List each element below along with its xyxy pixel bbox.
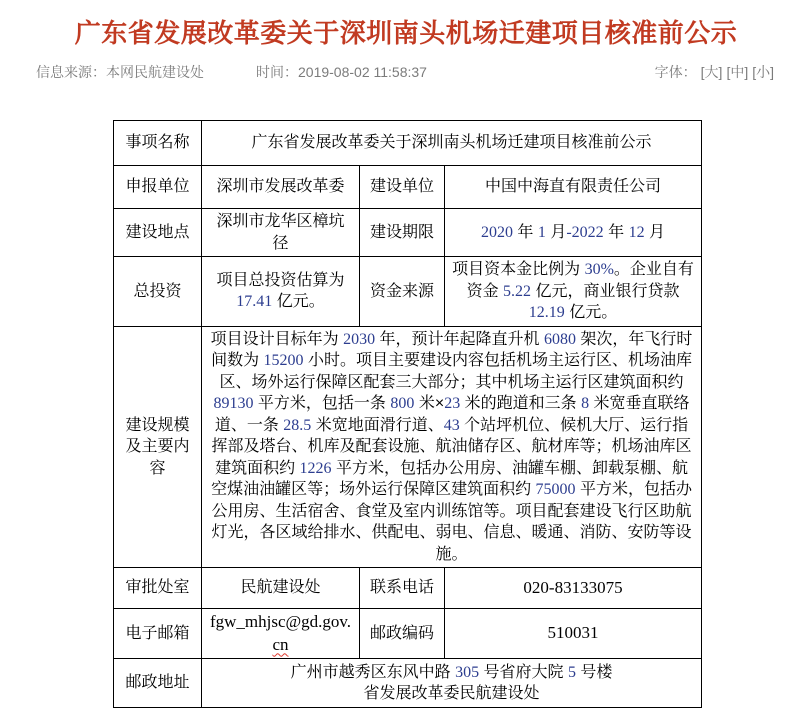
publish-time-label: 时间：2019-08-02 11:58:37 bbox=[256, 64, 427, 80]
table-row-address bbox=[114, 659, 702, 708]
meta-bar bbox=[0, 62, 812, 82]
cell-scale-label: 建设规模及主要内容 bbox=[114, 326, 202, 568]
cell-phone-value bbox=[445, 568, 702, 609]
font-size-label: 字体： bbox=[654, 64, 697, 80]
cell-approval-office-value: 民航建设处 bbox=[202, 568, 360, 609]
cell-funding-value: 项目资本金比例为 30%。企业自有资金 5.22 亿元，商业银行贷款 12.19 亿元。 bbox=[445, 257, 702, 327]
cell-postcode-label: 邮政编码 bbox=[360, 609, 445, 659]
cell-project-name-label: 事项名称 bbox=[114, 121, 202, 166]
table-row-project-name bbox=[114, 121, 702, 166]
address-line-1: 广州市越秀区东风中路 305 号省府大院 5 号楼 bbox=[290, 663, 613, 681]
table-row-approval-office bbox=[114, 568, 702, 609]
info-source-label: 信息来源：本网民航建设处 bbox=[36, 64, 204, 80]
cell-location-value: 深圳市龙华区樟坑径 bbox=[202, 209, 360, 257]
cell-approval-office-label: 审批处室 bbox=[114, 568, 202, 609]
cell-builder-label: 建设单位 bbox=[360, 166, 445, 209]
cell-address-value bbox=[202, 659, 702, 708]
cell-email-value: fgw_mhjsc@gd.gov.cn bbox=[202, 609, 360, 659]
table-row-investment bbox=[114, 257, 702, 327]
notice-table bbox=[113, 120, 702, 708]
cell-period-label: 建设期限 bbox=[360, 209, 445, 257]
cell-funding-label: 资金来源 bbox=[360, 257, 445, 327]
cell-address-label: 邮政地址 bbox=[114, 659, 202, 708]
table-row-applicant bbox=[114, 166, 702, 209]
page-title: 广东省发展改革委关于深圳南头机场迁建项目核准前公示 bbox=[74, 18, 738, 48]
phone-number: 020-83133075 bbox=[523, 577, 623, 597]
cell-builder-value: 中国中海直有限责任公司 bbox=[445, 166, 702, 209]
cell-investment-label: 总投资 bbox=[114, 257, 202, 327]
cell-location-label: 建设地点 bbox=[114, 209, 202, 257]
cell-scale-content: 项目设计目标年为 2030 年，预计年起降直升机 6080 架次，年飞行时间数为 15200 小时。项目主要建设内容包括机场主运行区、机场油库区、场外运行保障区配套三大部分；其中机场主运行区建筑面积约 89130 平方米，包括一条 800 米×23 米的跑道和三条 8 米宽垂直联络道、一条 28.5 米宽地面滑行道、43 个站坪机位、候机大厅、运行指挥部及塔台、机库及配套设施、航油储存区、航材库等；机场油库区建筑面积约 1226 平方米，包括办公用房、油罐车棚、卸载泵棚、航空煤油油罐区等；场外运行保障区建筑面积约 75000 平方米，包括办公用房、生活宿舍、食堂及室内训练馆等。项目配套建设飞行区助航灯光，各区域给排水、供配电、弱电、信息、暖通、消防、安防等设施。 bbox=[202, 326, 702, 568]
cell-postcode-value bbox=[445, 609, 702, 659]
cell-email-label: 电子邮箱 bbox=[114, 609, 202, 659]
font-size-control bbox=[655, 62, 774, 82]
table-row-scale bbox=[114, 326, 702, 568]
postcode: 510031 bbox=[547, 623, 599, 643]
cell-applicant-value: 深圳市发展改革委 bbox=[202, 166, 360, 209]
cell-investment-value: 项目总投资估算为 17.41 亿元。 bbox=[202, 257, 360, 327]
font-large-button[interactable]: [大] bbox=[700, 64, 723, 80]
cell-project-name-value: 广东省发展改革委关于深圳南头机场迁建项目核准前公示 bbox=[202, 121, 702, 166]
table-row-email bbox=[114, 609, 702, 659]
table-row-location bbox=[114, 209, 702, 257]
font-medium-button[interactable]: [中] bbox=[726, 64, 749, 80]
cell-phone-label: 联系电话 bbox=[360, 568, 445, 609]
address-line-2: 省发展改革委民航建设处 bbox=[363, 685, 540, 702]
font-small-button[interactable]: [小] bbox=[752, 64, 774, 80]
cell-applicant-label: 申报单位 bbox=[114, 166, 202, 209]
cell-period-value: 2020 年 1 月-2022 年 12 月 bbox=[445, 209, 702, 257]
